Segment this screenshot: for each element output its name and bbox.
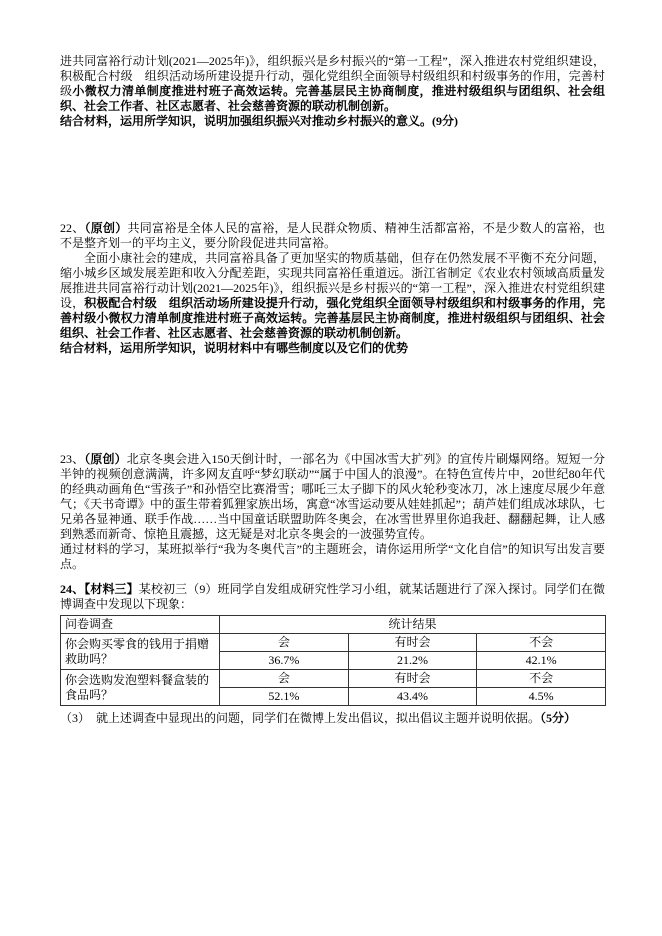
survey-q2-value-no: 4.5%: [477, 688, 606, 706]
survey-row-2-options: [61, 670, 606, 688]
q24-intro-text: 某校初三（9）班同学自发组成研究性学习小组，就某话题进行了深入探讨。同学们在微博调查中发现以下现象：: [60, 582, 605, 611]
survey-table: [60, 615, 606, 706]
intro-text-bold: 小微权力清单制度推进村班子高效运转。完善基层民主协商制度，推进村级组织与团组织、社会组织、社会工作者、社区志愿者、社会慈善资源的联动机制创新。: [60, 84, 605, 113]
survey-question-2: 你会选购发泡塑料餐盒装的食品吗？: [61, 670, 220, 706]
q23-body-text: 北京冬奥会进入150天倒计时，一部名为《中国冰雪大扩列》的宣传片刷爆网络。短短一分半钟的视频创意满满，许多网友直呼“梦幻联动”“属于中国人的浪漫”。在特色宣传片中，20世纪80年代的经典动画角色“雪孩子”和孙悟空比赛滑雪；哪吒三太子脚下的风火轮秒变冰刀，冰上速度尽展少年意气；《天书奇谭》中的蛋生带着狐狸家族出场，寓意“冰雪运动要从娃娃抓起”；葫芦娃们组成冰球队，七兄弟各显神通、联手作战……当中国童话联盟助阵冬奥会，在冰雪世界里你追我赶、翻翻起舞，让人感到熟悉而新奇、惊艳且震撼，这无疑是对北京冬奥会的一波强势宣传。: [60, 452, 605, 541]
survey-q1-value-no: 42.1%: [477, 652, 606, 670]
q22-lead-text: 共同富裕是全体人民的富裕，是人民群众物质、精神生活都富裕，不是少数人的富裕，也不是整齐划一的平均主义，要分阶段促进共同富裕。: [60, 221, 605, 250]
q24-subquestion-score: （5分）: [540, 711, 577, 725]
survey-question-1: 你会购买零食的钱用于捐赠救助吗？: [61, 634, 220, 670]
q22-lead-paragraph: [60, 221, 605, 251]
q24-subquestion: [60, 711, 605, 726]
survey-header-question: 问卷调查: [61, 616, 220, 634]
survey-q2-option-no: 不会: [477, 670, 606, 688]
survey-q2-option-sometimes: 有时会: [348, 670, 477, 688]
q22-question: 结合材料，运用所学知识，说明材料中有哪些制度以及它们的优势: [60, 341, 409, 355]
q24-intro-paragraph: [60, 582, 605, 612]
survey-q2-value-yes: 52.1%: [220, 688, 349, 706]
q23-body-paragraph: [60, 452, 605, 542]
survey-row-1-options: [61, 634, 606, 652]
question-22: [60, 221, 605, 356]
survey-q2-option-yes: 会: [220, 670, 349, 688]
survey-q1-option-sometimes: 有时会: [348, 634, 477, 652]
q24-subquestion-text: （3） 就上述调查中显现出的问题，同学们在微博上发出倡议，拟出倡议主题并说明依据。: [60, 711, 541, 725]
survey-q1-value-yes: 36.7%: [220, 652, 349, 670]
question-23: [60, 452, 605, 572]
question-24: [60, 582, 605, 726]
q24-material-marker: 24、【材料三】: [60, 582, 139, 596]
survey-header-stats: 统计结果: [220, 616, 606, 634]
q22-body-text-bold: 积极配合村级 组织活动场所建设提升行动，强化党组织全面领导村级组织和村级事务的作用，完善村级小微权力清单制度推进村班子高效运转。完善基层民主协商制度，推进村级组织与团组织、社会组织、社会工作者、社区志愿者、社会慈善资源的联动机制创新。: [60, 296, 605, 340]
q22-body-paragraph: [60, 251, 605, 341]
q22-number: 22、: [60, 221, 85, 235]
survey-q1-value-sometimes: 21.2%: [348, 652, 477, 670]
survey-q1-option-no: 不会: [477, 634, 606, 652]
q22-body-text: 全面小康社会的建成，共同富裕具备了更加坚实的物质基础，但存在仍然发展不平衡不充分问题，缩小城乡区域发展差距和收入分配差距，实现共同富裕任重道远。浙江省制定《农业农村领域高质量发展推进共同富裕行动计划(2021—2025年)》，组织振兴是乡村振兴的“第一工程”，深入推进农村党组织建设，: [60, 251, 605, 310]
q23-number: 23、: [60, 452, 85, 466]
intro-text: 进共同富裕行动计划(2021—2025年)》，组织振兴是乡村振兴的“第一工程”，深入推进农村党组织建设，积极配合村级 组织活动场所建设提升行动，强化党组织全面领导村级组织和村级事务的作用，完善村级: [60, 54, 605, 98]
q23-task: 通过材料的学习，某班拟举行“我为冬奥代言”的主题班会，请你运用所学“文化自信”的知识写出发言要点。: [60, 542, 605, 571]
intro-question: 结合材料，运用所学知识，说明加强组织振兴对推动乡村振兴的意义。(9分): [60, 114, 458, 128]
survey-header-row: [61, 616, 606, 634]
q23-original-marker: （原创）: [84, 452, 127, 466]
q22-original-marker: （原创）: [84, 221, 128, 235]
survey-q1-option-yes: 会: [220, 634, 349, 652]
survey-q2-value-sometimes: 43.4%: [348, 688, 477, 706]
intro-paragraph: [60, 54, 605, 114]
